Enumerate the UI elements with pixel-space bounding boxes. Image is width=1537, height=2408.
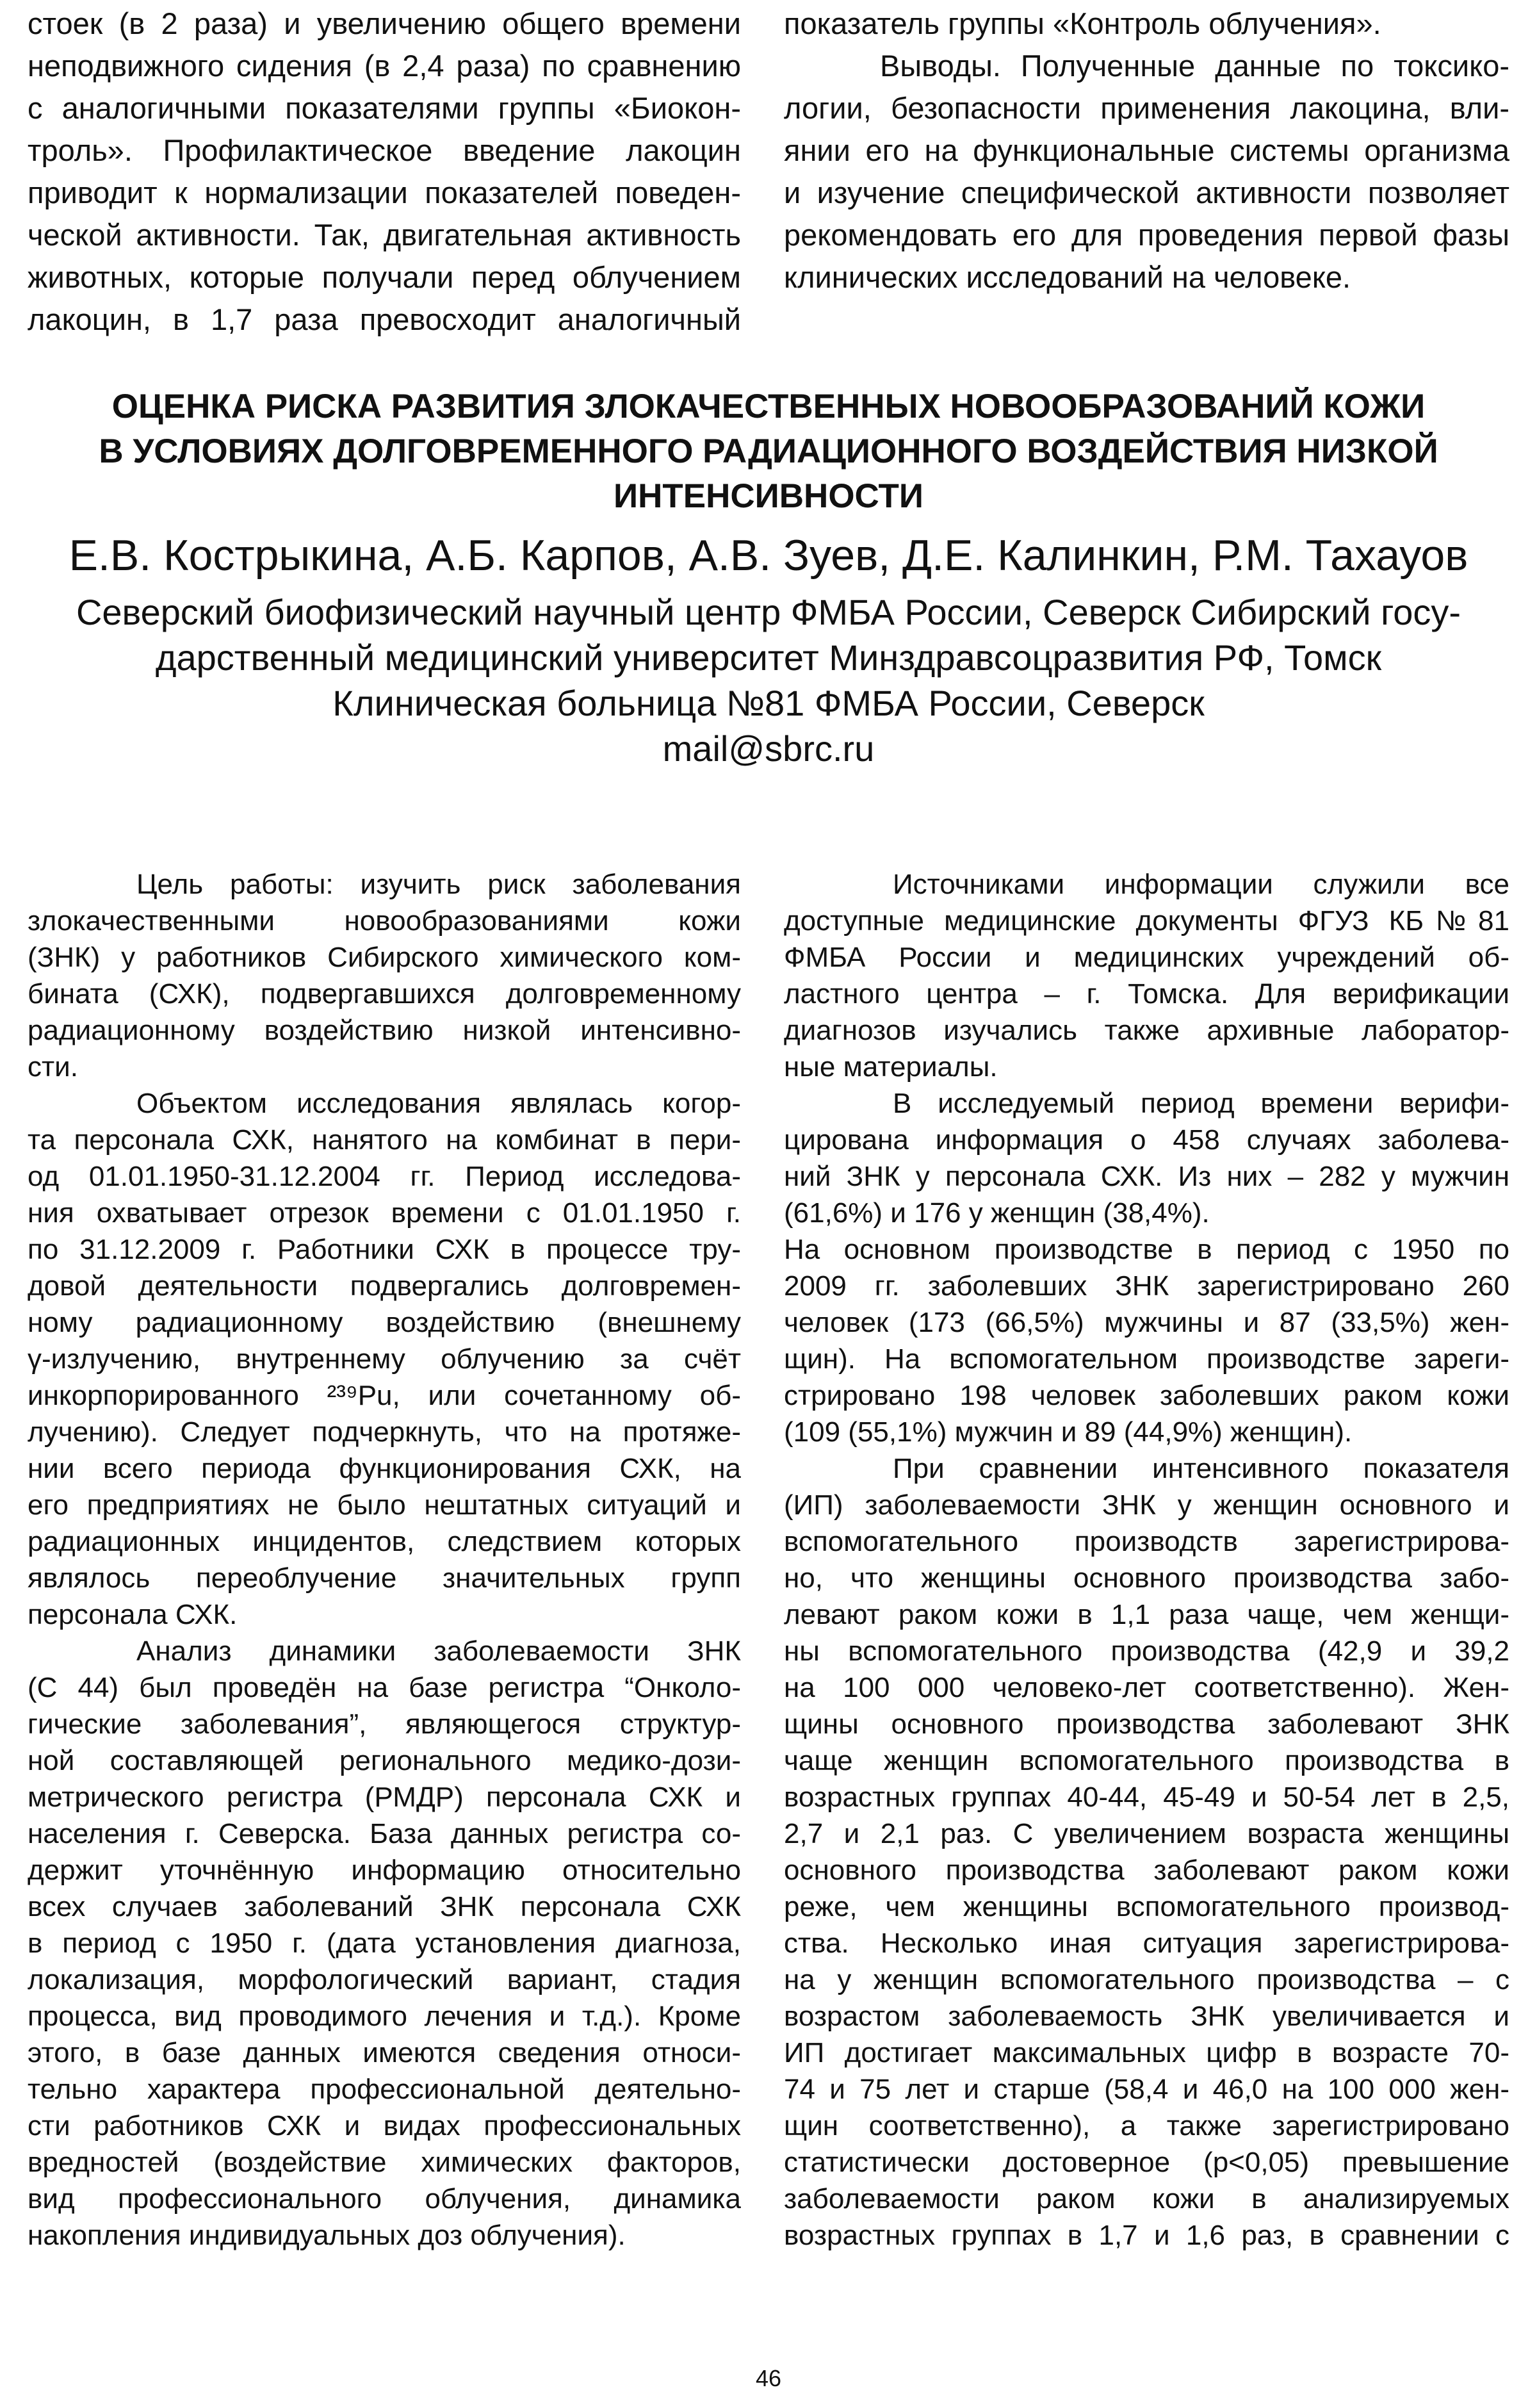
text-line: животных, которые получали перед облучением [28,260,741,294]
text-line: всех случаев заболеваний ЗНК персонала СХК [28,1891,741,1922]
text-line: 74 и 75 лет и старше (58,4 и 46,0 на 100 000 жен- [784,2074,1509,2105]
text-line: населения г. Северска. База данных регистра со- [28,1818,741,1849]
text-line: 2009 гг. заболевших ЗНК зарегистрировано 260 [784,1270,1509,1302]
text-line: на у женщин вспомогательного производства – с [784,1964,1509,1995]
text-line: реже, чем женщины вспомогательного производ- [784,1891,1509,1922]
text-line: В исследуемый период времени верифи- [893,1088,1509,1119]
paragraph [784,3,1509,45]
page-number: 46 [755,2365,782,2391]
text-line: (61,6%) и 176 у женщин (38,4%). [784,1197,1210,1229]
paragraph [28,866,741,1085]
text-line: накопления индивидуальных доз облучения). [28,2220,626,2251]
text-line: Анализ динамики заболеваемости ЗНК [136,1635,741,1667]
text-line: ческой активности. Так, двигательная активность [28,218,741,252]
text-line: щины основного производства заболевают ЗНК [784,1708,1509,1740]
text-line: лакоцин, в 1,7 раза превосходит аналогичный [28,302,741,336]
text-line: его предприятиях не было нештатных ситуаций и [28,1489,741,1521]
text-line: метрического регистра (РМДР) персонала СХК и [28,1781,741,1813]
text-line: Объектом исследования являлась когор- [136,1088,741,1119]
paragraph [28,3,741,341]
text-line: возрастом заболеваемость ЗНК увеличивается и [784,2001,1509,2032]
text-line: ные материалы. [784,1051,998,1083]
affiliation-line: Клиническая больница №81 ФМБА России, Северск [332,683,1205,723]
text-line: рекомендовать его для проведения первой фазы [784,218,1509,252]
text-line: стоек (в 2 раза) и увеличению общего времени [28,6,741,40]
text-line: та персонала СХК, нанятого на комбинат в пери- [28,1124,741,1156]
title-line: ОЦЕНКА РИСКА РАЗВИТИЯ ЗЛОКАЧЕСТВЕННЫХ НОВООБРАЗОВАНИЙ КОЖИ [111,388,1426,425]
article-body-left-column [28,866,741,2254]
text-line: локализация, морфологический вариант, стадия [28,1964,741,1995]
text-line: радиационному воздействию низкой интенсивно- [28,1015,741,1046]
paragraph [784,1450,1509,2254]
text-line: вспомогательного производств зарегистрирова- [784,1526,1509,1557]
text-line: левают раком кожи в 1,1 раза чаще, чем женщи- [784,1599,1509,1630]
text-line: по 31.12.2009 г. Работники СХК в процессе тру- [28,1234,741,1265]
paragraph [784,45,1509,299]
text-line: доступные медицинские документы ФГУЗ КБ№81 [784,905,1509,937]
text-line: этого, в базе данных имеются сведения относи- [28,2037,741,2068]
text-line: Цель работы: изучить риск заболевания [136,869,741,900]
article-body-right-column [784,866,1509,2254]
text-line: лучению). Следует подчеркнуть, что на протяже- [28,1416,741,1448]
text-line: троль». Профилактическое введение лакоцин [28,133,741,167]
text-line: являлось переоблучение значительных групп [28,1562,741,1594]
text-line: 2,7 и 2,1 раз. С увеличением возраста женщины [784,1818,1509,1849]
text-line: щин соответственно), а также зарегистрировано [784,2110,1509,2142]
text-line: ния охватывает отрезок времени с 01.01.1950 г. [28,1197,741,1229]
text-line: Выводы. Полученные данные по токсико- [880,49,1509,83]
text-line: чаще женщин вспомогательного производства в [784,1745,1509,1776]
text-line: статистически достоверное (р<0,05) превышение [784,2147,1509,2178]
paragraph [784,1231,1509,1450]
text-line: цирована информация о 458 случаях заболева- [784,1124,1509,1156]
text-line: показатель группы «Контроль облучения». [784,6,1381,40]
contact-email: mail@sbrc.ru [662,728,875,769]
text-line: (ИП) заболеваемости ЗНК у женщин основного и [784,1489,1509,1521]
text-line: (ЗНК) у работников Сибирского химического ком- [28,942,741,973]
text-line: ному радиационному воздействию (внешнему [28,1307,741,1338]
text-line: нии всего периода функционирования СХК, на [28,1453,741,1484]
text-line: неподвижного сидения (в 2,4 раза) по сравнению [28,49,741,83]
text-line: инкорпорированного ²³⁹Pu, или сочетанному об- [28,1380,741,1411]
article-affiliation [19,589,1518,771]
text-line: заболеваемости раком кожи в анализируемых [784,2183,1509,2215]
text-line: возрастных группах в 1,7 и 1,6 раз, в сравнении с [784,2220,1509,2251]
text-line: диагнозов изучались также архивные лаборатор- [784,1015,1509,1046]
text-line: сти работников СХК и видах профессиональных [28,2110,741,2142]
text-line: На основном производстве в период с 1950 по [784,1234,1509,1265]
text-line: ластного центра – г. Томска. Для верификации [784,978,1509,1010]
text-line: злокачественными новообразованиями кожи [28,905,741,937]
paragraph [784,1085,1509,1231]
text-line: на 100 000 человеко-лет соответственно). Жен- [784,1672,1509,1703]
article-header [19,384,1518,771]
article-title [19,384,1518,519]
affiliation-line: дарственный медицинский университет Минздравсоцразвития РФ, Томск [155,637,1382,678]
text-line: ной составляющей регионального медико-дози- [28,1745,741,1776]
text-line: гические заболевания”, являющегося структур- [28,1708,741,1740]
text-line: с аналогичными показателями группы «Биокон- [28,91,741,125]
text-line: При сравнении интенсивного показателя [893,1453,1509,1484]
text-line: сти. [28,1051,78,1083]
text-line: но, что женщины основного производства забо- [784,1562,1509,1594]
text-line: ИП достигает максимальных цифр в возрасте 70- [784,2037,1509,2068]
text-line: в период с 1950 г. (дата установления диагноза, [28,1928,741,1959]
text-line: и изучение специфической активности позволяет [784,176,1509,209]
previous-article-right-column [784,3,1509,299]
text-line: щин). На вспомогательном производстве зареги- [784,1343,1509,1375]
text-line: вредностей (воздействие химических факторов, [28,2147,741,2178]
article-authors: Е.В. Кострыкина, А.Б. Карпов, А.В. Зуев, Д.Е. Калинкин, Р.М. Тахауов [69,531,1468,580]
text-line: возрастных группах 40-44, 45-49 и 50-54 лет в 2,5, [784,1781,1509,1813]
paragraph [784,866,1509,1085]
text-line: тельно характера профессиональной деятельно- [28,2074,741,2105]
text-line: ФМБА России и медицинских учреждений об- [784,942,1509,973]
text-line: стрировано 198 человек заболевших раком кожи [784,1380,1509,1411]
text-line: довой деятельности подвергались долговремен- [28,1270,741,1302]
text-line: приводит к нормализации показателей поведен- [28,176,741,209]
text-line: ний ЗНК у персонала СХК. Из них – 282 у мужчин [784,1161,1509,1192]
text-line: ны вспомогательного производства (42,9 и 39,2 [784,1635,1509,1667]
text-line: радиационных инцидентов, следствием которых [28,1526,741,1557]
text-line: держит уточнённую информацию относительно [28,1855,741,1886]
text-line: вид профессионального облучения, динамика [28,2183,741,2215]
previous-article-left-column [28,3,741,341]
text-line: основного производства заболевают раком кожи [784,1855,1509,1886]
text-line: (С 44) был проведён на базе регистра “Онколо- [28,1672,741,1703]
paragraph [28,1085,741,1633]
text-line: янии его на функциональные системы организма [784,133,1509,167]
title-line: ИНТЕНСИВНОСТИ [614,477,923,515]
affiliation-line: Северский биофизический научный центр ФМБА России, Северск Сибирский госу- [76,592,1461,632]
text-line: человек (173 (66,5%) мужчины и 87 (33,5%) жен- [784,1307,1509,1338]
text-line: клинических исследований на человеке. [784,260,1351,294]
text-line: процесса, вид проводимого лечения и т.д.). Кроме [28,2001,741,2032]
text-line: бината (СХК), подвергавшихся долговременному [28,978,741,1010]
text-line: γ-излучению, внутреннему облучению за счёт [28,1343,741,1375]
text-line: од 01.01.1950-31.12.2004 гг. Период исследова- [28,1161,741,1192]
text-line: логии, безопасности применения лакоцина, вли- [784,91,1509,125]
text-line: персонала СХК. [28,1599,238,1630]
text-line: ства. Несколько иная ситуация зарегистрирова- [784,1928,1509,1959]
paragraph [28,1633,741,2254]
text-line: (109 (55,1%) мужчин и 89 (44,9%) женщин). [784,1416,1353,1448]
text-line: Источниками информации служили все [893,869,1509,900]
title-line: В УСЛОВИЯХ ДОЛГОВРЕМЕННОГО РАДИАЦИОННОГО ВОЗДЕЙСТВИЯ НИЗКОЙ [99,432,1438,470]
